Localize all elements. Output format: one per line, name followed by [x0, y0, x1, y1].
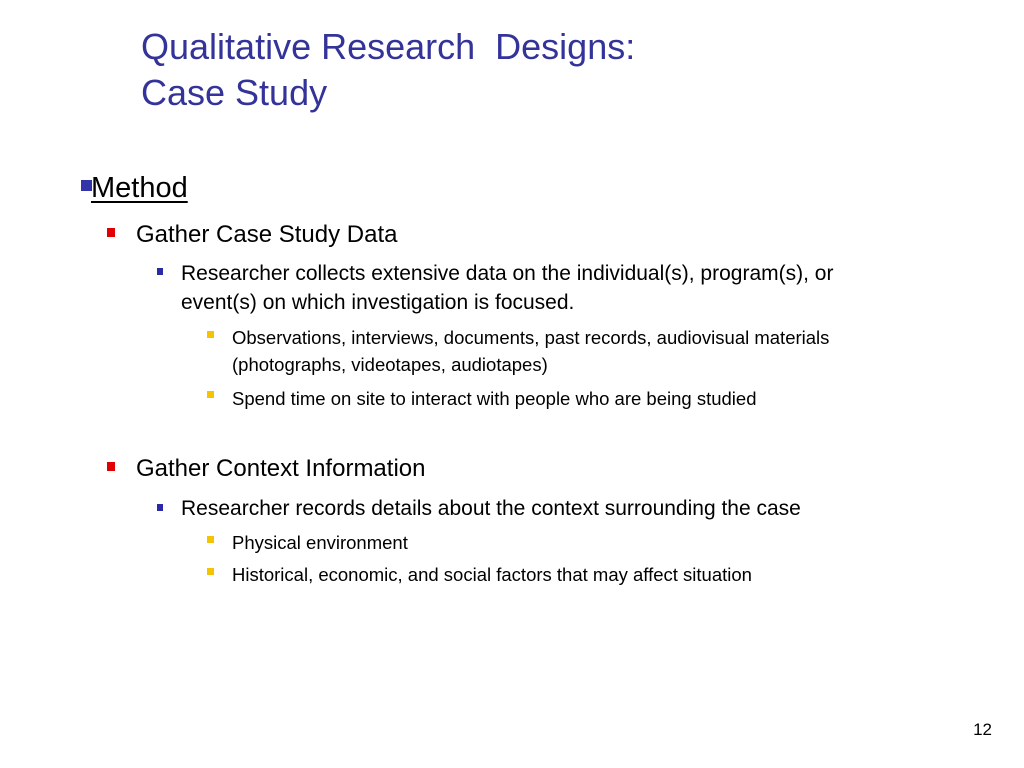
level4-square-bullet-icon: [207, 331, 214, 338]
point-observations-line-1: Observations, interviews, documents, past records, audiovisual materials: [232, 327, 830, 348]
page-number: 12: [973, 720, 992, 739]
level4-square-bullet-icon: [207, 568, 214, 575]
sub-point-researcher-records: Researcher records details about the context surrounding the case: [181, 497, 801, 520]
point-historical-economic-social: Historical, economic, and social factors that may affect situation: [232, 564, 752, 585]
level3-square-bullet-icon: [157, 268, 163, 275]
point-physical-environment: Physical environment: [232, 532, 408, 553]
level3-square-bullet-icon: [157, 504, 163, 511]
slide-title-line-1: Qualitative Research Designs:: [141, 26, 636, 67]
level2-square-bullet-icon: [107, 462, 115, 471]
sub-point-researcher-collects-line-1: Researcher collects extensive data on the individual(s), program(s), or: [181, 262, 834, 285]
slide-title-line-2: Case Study: [141, 72, 328, 113]
point-observations-line-2: (photographs, videotapes, audiotapes): [232, 354, 548, 375]
point-spend-time-on-site: Spend time on site to interact with people who are being studied: [232, 388, 757, 409]
level4-square-bullet-icon: [207, 536, 214, 543]
section-heading-gather-case-study-data: Gather Case Study Data: [136, 221, 398, 248]
method-heading: Method: [91, 172, 188, 204]
level2-square-bullet-icon: [107, 228, 115, 237]
level4-square-bullet-icon: [207, 391, 214, 398]
sub-point-researcher-collects-line-2: event(s) on which investigation is focused.: [181, 291, 575, 314]
section-heading-gather-context-information: Gather Context Information: [136, 455, 426, 482]
slide-title: [141, 24, 961, 116]
